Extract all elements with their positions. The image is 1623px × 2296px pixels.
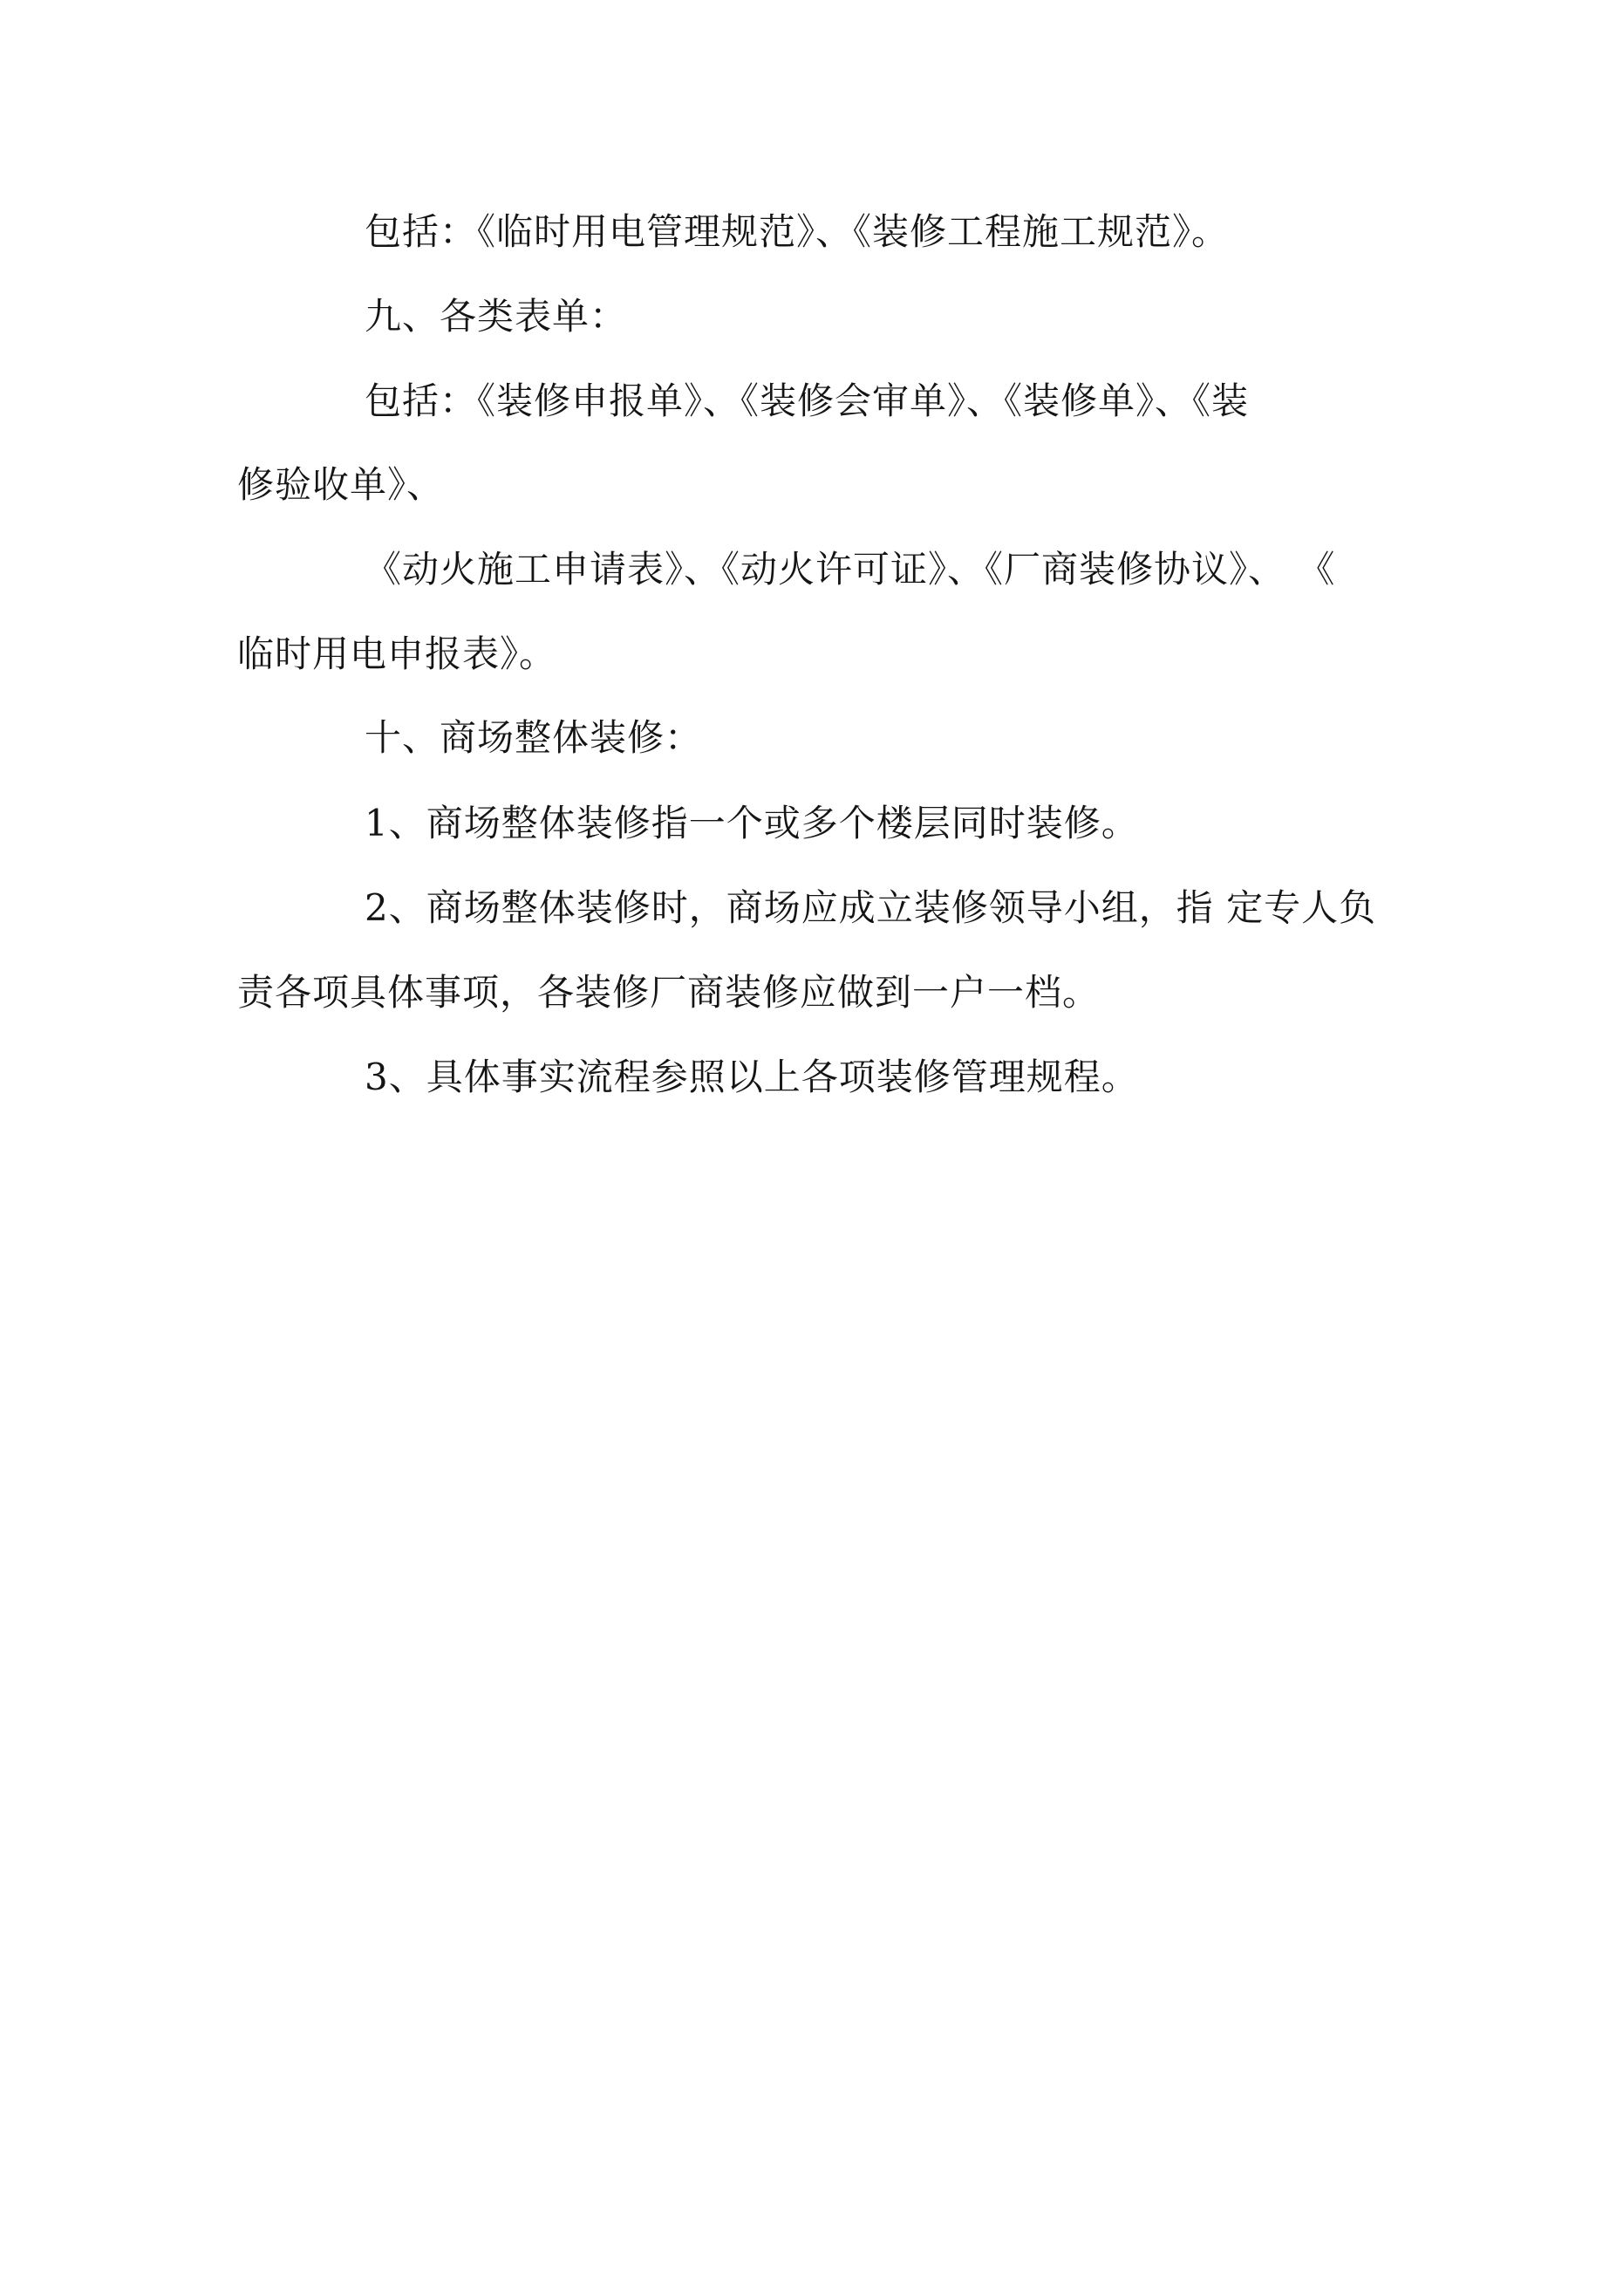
paragraph-line: 1、商场整体装修指一个或多个楼层同时装修。 xyxy=(365,802,1139,844)
paragraph-line: 包括：《临时用电管理规范》、《装修工程施工规范》。 xyxy=(365,210,1230,253)
paragraph-line: 责各项具体事项，各装修厂商装修应做到一户一档。 xyxy=(237,971,1101,1014)
paragraph-line: 2、商场整体装修时，商场应成立装修领导小组，指 定专人负 xyxy=(365,886,1377,929)
paragraph-line: 3、具体事实流程参照以上各项装修管理规程。 xyxy=(365,1056,1139,1098)
paragraph-line: 《动火施工申请表》、《动火许可证》、《厂商装修协议》、 《 xyxy=(365,548,1336,591)
section-heading: 九、各类表单： xyxy=(365,295,628,338)
paragraph-line: 包括：《装修申报单》、《装修会审单》、《装修单》、《装 xyxy=(365,379,1250,422)
section-heading: 十、商场整体装修： xyxy=(365,716,703,759)
paragraph-line: 临时用电申报表》。 xyxy=(237,632,557,675)
paragraph-line: 修验收单》、 xyxy=(237,463,445,506)
